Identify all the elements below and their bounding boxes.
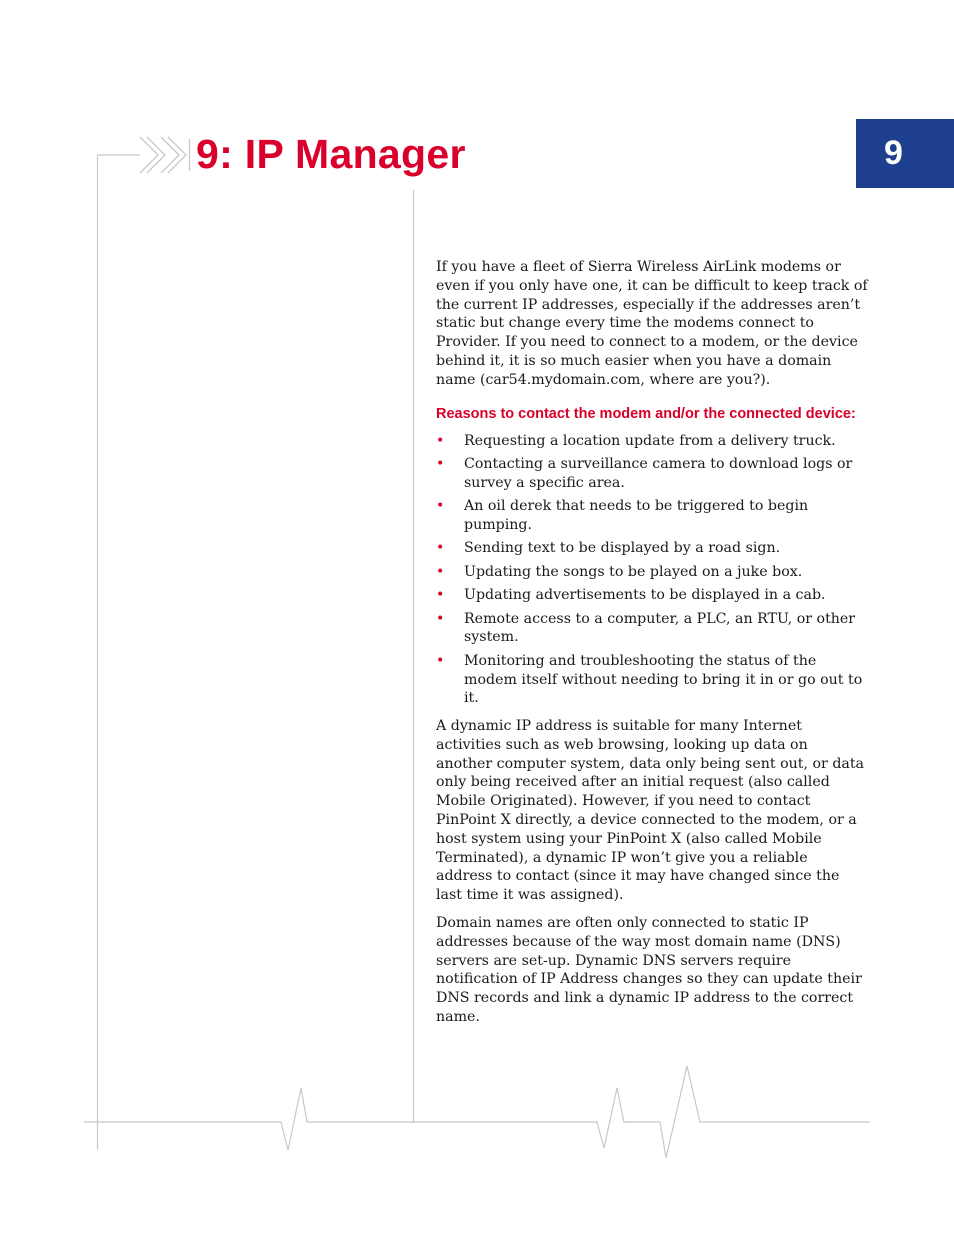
list-item: • Contacting a surveillance camera to download logs or survey a specific area. (436, 455, 868, 493)
reasons-list (436, 432, 868, 709)
intro-paragraph: If you have a fleet of Sierra Wireless AirLink modems or even if you only have one, it can be difficult to keep track of the current IP addresses, especially if the addresses aren’t static but change every time the modems connect to Provider. If you need to connect to a modem, or the device behind it, it is so much easier when you have a domain name (car54.mydomain.com, where are you?). (436, 259, 868, 388)
page-title: 9: IP Manager (196, 131, 466, 177)
chapter-tab-number: 9 (884, 134, 903, 172)
dynamic-ip-paragraph: A dynamic IP address is suitable for many Internet activities such as web browsing, looking up data on another computer system, data only being sent out, or data only being received after an initial request (also called Mobile Originated). However, if you need to contact PinPoint X directly, a device connected to the modem, or a host system using your PinPoint X (also called Mobile Terminated), a dynamic IP won’t give you a reliable address to contact (since it may have changed since the last time it was assigned). (436, 718, 865, 904)
chevron-arrows-icon (140, 137, 190, 173)
list-item: • Monitoring and troubleshooting the status of the modem itself without needing to bring it in or go out to it. (436, 652, 868, 708)
list-item: • Updating the songs to be played on a juke box. (436, 563, 868, 582)
list-item: • Updating advertisements to be displayed in a cab. (436, 586, 868, 605)
main-content (436, 258, 868, 1036)
list-item: • An oil derek that needs to be triggered to begin pumping. (436, 497, 868, 535)
list-item: • Requesting a location update from a delivery truck. (436, 432, 868, 451)
bottom-waveform-line (84, 1066, 870, 1158)
chapter-tab (856, 119, 954, 188)
dns-paragraph: Domain names are often only connected to static IP addresses because of the way most domain name (DNS) servers are set-up. Dynamic DNS servers require notification of IP Address changes so they can update their DNS records and link a dynamic IP address to the correct name. (436, 915, 862, 1026)
list-item: • Remote access to a computer, a PLC, an RTU, or other system. (436, 610, 868, 648)
list-item: • Sending text to be displayed by a road sign. (436, 539, 868, 558)
reasons-heading: Reasons to contact the modem and/or the connected device: (436, 405, 856, 422)
